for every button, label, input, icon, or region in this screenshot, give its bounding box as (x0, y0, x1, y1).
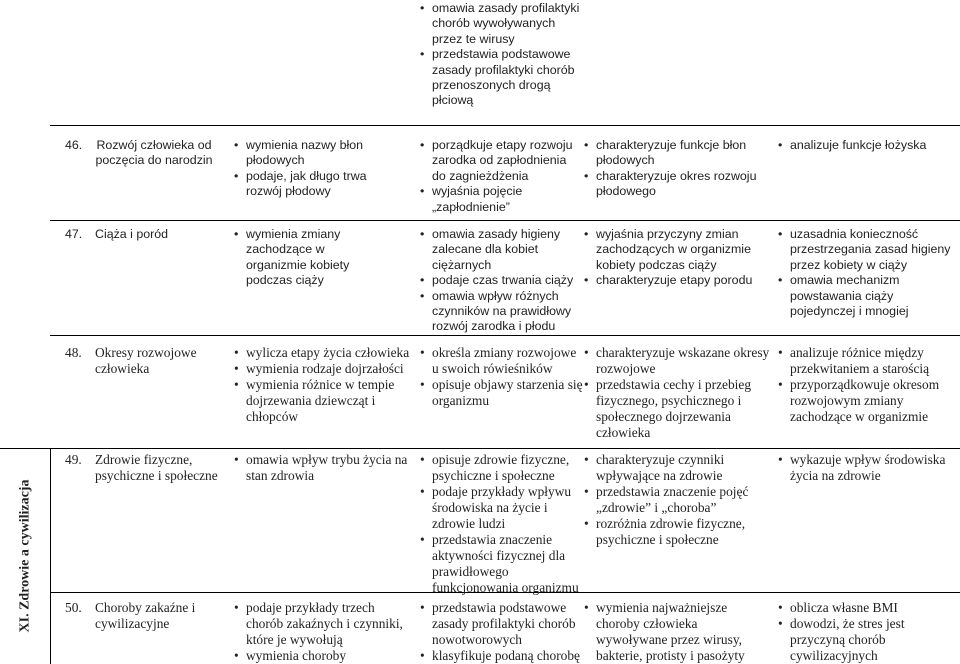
requirements-cell (582, 227, 767, 289)
requirements-cell (776, 452, 956, 484)
list-item: • przyporządkowuje okresom rozwojowym zmiany zachodzące w organizmie (776, 377, 956, 425)
list-item: • wymienia różnice w tempie dojrzewania dziewcząt i chłopców (232, 377, 410, 425)
list-item: • uzasadnia konieczność przestrzegania zasad higieny przez kobiety w ciąży (776, 227, 956, 273)
lesson-number: 46. (65, 138, 83, 152)
list-item: • wymienia rodzaje dojrzałości (232, 361, 410, 377)
list-item: • wymienia nazwy błon płodowych (232, 138, 382, 169)
list-item: • wymienia najważniejsze choroby człowieka wywoływane przez wirusy, bakterie, protisty i pasożyty (582, 600, 772, 664)
lesson-topic: Zdrowie fizyczne, psychiczne i społeczne (95, 452, 218, 483)
list-item: • dowodzi, że stres jest przyczyną chorób cywilizacyjnych (776, 616, 956, 664)
list-item: • przedstawia cechy i przebieg fizycznego, psychicznego i społecznego dojrzewania człowieka (582, 377, 772, 441)
lesson-number: 49. (65, 452, 82, 467)
lesson-number: 48. (65, 345, 82, 360)
list-item: • charakteryzuje funkcje błon płodowych (582, 138, 767, 169)
list-item: • przedstawia podstawowe zasady profilaktyki chorób przenoszonych drogą płciową (418, 47, 583, 109)
list-item: • klasyfikuje podaną chorobę (418, 648, 583, 664)
requirements-cell (582, 600, 772, 664)
list-item: • określa zmiany rozwojowe u swoich rówieśników (418, 345, 583, 377)
lesson-topic: Choroby zakaźne i cywilizacyjne (95, 600, 196, 631)
lesson-number: 50. (65, 600, 82, 615)
requirements-cell (776, 600, 956, 664)
requirements-cell (776, 138, 956, 153)
list-item: • opisuje objawy starzenia się organizmu (418, 377, 583, 409)
list-item: • rozróżnia zdrowie fizyczne, psychiczne i społeczne (582, 516, 772, 548)
list-item: • wylicza etapy życia człowieka (232, 345, 410, 361)
list-item: • przedstawia znaczenie pojęć „zdrowie” i „choroba” (582, 484, 772, 516)
list-item: • opisuje zdrowie fizyczne, psychiczne i społeczne (418, 452, 583, 484)
list-item: • wyjaśnia przyczyny zmian zachodzących w organizmie kobiety podczas ciąży (582, 227, 767, 273)
list-item: • podaje przykłady trzech chorób zakaźnych i czynniki, które je wywołują (232, 600, 410, 648)
list-item: • podaje, jak długo trwa rozwój płodowy (232, 169, 382, 200)
list-item: • przedstawia podstawowe zasady profilaktyki chorób nowotworowych (418, 600, 583, 648)
list-item: • charakteryzuje etapy porodu (582, 273, 767, 288)
list-item: • analizuje funkcje łożyska (776, 138, 956, 153)
row-divider (50, 335, 960, 336)
row-divider (0, 448, 960, 449)
list-item: • omawia zasady higieny zalecane dla kobiet ciężarnych (418, 227, 578, 273)
list-item: • charakteryzuje wskazane okresy rozwojowe (582, 345, 772, 377)
list-item: • oblicza własne BMI (776, 600, 956, 616)
requirements-cell (418, 345, 583, 409)
requirements-cell (232, 452, 410, 484)
requirements-cell (418, 138, 578, 215)
list-item: • omawia zasady profilaktyki chorób wywoływanych przez te wirusy (418, 1, 583, 47)
list-item: • omawia mechanizm powstawania ciąży pojedynczej i mnogiej (776, 273, 956, 319)
lesson-topic: Rozwój człowieka od poczęcia do narodzin (95, 138, 213, 168)
column-divider (50, 448, 51, 664)
list-item: • wyjaśnia pojęcie „zapłodnienie” (418, 184, 578, 215)
list-item: • analizuje różnice między przekwitaniem a starością (776, 345, 956, 377)
top-fragment-cell (418, 1, 583, 109)
lesson-number: 47. (65, 227, 83, 241)
list-item: • wykazuje wpływ środowiska życia na zdrowie (776, 452, 956, 484)
list-item: • charakteryzuje okres rozwoju płodowego (582, 169, 767, 200)
requirements-cell (232, 600, 410, 664)
row-divider (50, 220, 960, 221)
section-label: XI. Zdrowie a cywilizacja (17, 479, 33, 633)
requirements-cell (776, 227, 956, 319)
requirements-cell (418, 452, 583, 596)
row-divider (50, 125, 960, 126)
lesson-topic: Okresy rozwojowe człowieka (95, 345, 197, 376)
requirements-cell (776, 345, 956, 425)
section-label-cell (0, 448, 50, 664)
list-item: • charakteryzuje czynniki wpływające na zdrowie (582, 452, 772, 484)
list-item: • przedstawia znaczenie aktywności fizycznej dla prawidłowego funkcjonowania organizmu (418, 532, 583, 596)
requirements-cell (582, 138, 767, 200)
list-item: • podaje przykłady wpływu środowiska na życie i zdrowie ludzi (418, 484, 583, 532)
list-item: • wymienia zmiany zachodzące w organizmie kobiety podczas ciąży (232, 227, 382, 289)
requirements-cell (232, 345, 410, 425)
requirements-cell (582, 452, 772, 548)
requirements-cell (418, 600, 583, 664)
requirements-cell (232, 227, 382, 289)
requirements-cell (418, 227, 578, 335)
requirements-cell (232, 138, 382, 200)
list-item: • omawia wpływ różnych czynników na prawidłowy rozwój zarodka i płodu (418, 289, 578, 335)
list-item: • porządkuje etapy rozwoju zarodka od zapłodnienia do zagnieżdżenia (418, 138, 578, 184)
list-item: • podaje czas trwania ciąży (418, 273, 578, 288)
requirements-cell (582, 345, 772, 441)
list-item: • wymienia choroby (232, 648, 410, 664)
lesson-topic: Ciąża i poród (95, 227, 169, 241)
top-fragment-list (418, 1, 583, 109)
list-item: • omawia wpływ trybu życia na stan zdrowia (232, 452, 410, 484)
